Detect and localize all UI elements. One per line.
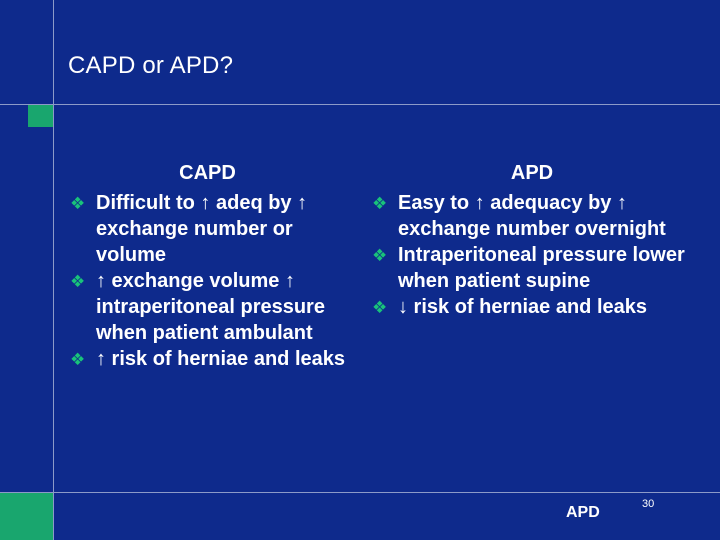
green-accent-bottom xyxy=(0,493,53,540)
apd-column xyxy=(372,160,692,320)
apd-bullet-item xyxy=(372,242,692,294)
apd-bullet-list xyxy=(372,190,692,320)
capd-bullet-text: ↑ exchange volume ↑ intraperitoneal pressure when patient ambulant xyxy=(96,270,325,344)
capd-bullet-list xyxy=(70,190,345,372)
slide-title: CAPD or APD? xyxy=(68,52,234,79)
apd-bullet-text: Intraperitoneal pressure lower when patient supine xyxy=(398,244,685,292)
frame-bottom-line xyxy=(0,492,720,493)
apd-bullet-text: ↓ risk of herniae and leaks xyxy=(398,296,647,318)
diamond-bullet-icon: ❖ xyxy=(70,194,86,214)
capd-heading: CAPD xyxy=(179,162,236,184)
diamond-bullet-icon: ❖ xyxy=(70,272,86,292)
apd-bullet-item xyxy=(372,190,692,242)
capd-bullet-text: Difficult to ↑ adeq by ↑ exchange number or volume xyxy=(96,192,308,266)
frame-vertical-line xyxy=(53,0,54,540)
page-number: 30 xyxy=(642,498,655,510)
capd-bullet-item xyxy=(70,190,345,268)
apd-heading: APD xyxy=(510,162,554,184)
apd-bullet-item xyxy=(372,294,692,320)
diamond-bullet-icon: ❖ xyxy=(70,350,86,370)
diamond-bullet-icon: ❖ xyxy=(372,298,388,318)
apd-bullet-text: Easy to ↑ adequacy by ↑ exchange number overnight xyxy=(398,192,666,240)
capd-bullet-item xyxy=(70,346,345,372)
capd-bullet-text: ↑ risk of herniae and leaks xyxy=(96,348,345,370)
capd-column xyxy=(70,160,345,372)
diamond-bullet-icon: ❖ xyxy=(372,194,388,214)
green-accent-top xyxy=(28,105,53,127)
capd-bullet-item xyxy=(70,268,345,346)
footer-label: APD xyxy=(566,504,600,521)
frame-top-line xyxy=(0,104,720,105)
diamond-bullet-icon: ❖ xyxy=(372,246,388,266)
